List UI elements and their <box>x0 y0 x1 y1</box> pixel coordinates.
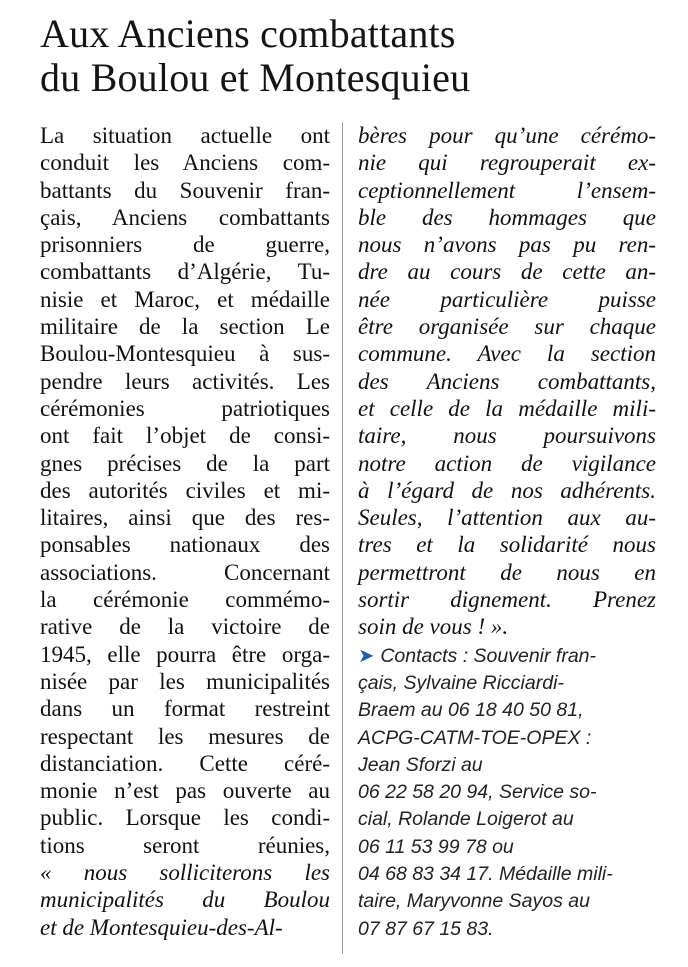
body-text-line: des Anciens combattants, <box>358 368 656 394</box>
body-text-line: « nous solliciterons les <box>40 860 330 886</box>
body-text-line: ble des hommages que <box>358 204 656 230</box>
body-text-line: ont fait l’objet de consi- <box>40 423 330 449</box>
contact-line <box>358 916 656 943</box>
body-text-line: distanciation. Cette céré- <box>40 750 330 776</box>
contact-line <box>358 779 656 806</box>
body-text-line: dans un format restreint <box>40 696 330 722</box>
contact-line-text: ACPG-CATM-TOE-OPEX : <box>358 726 592 749</box>
body-text-line: notre action de vigilance <box>358 450 656 476</box>
body-text-line: ponsables nationaux des <box>40 532 330 558</box>
body-text-line: nous n’avons pas pu ren- <box>358 232 656 258</box>
body-text-line: tres et la solidarité nous <box>358 532 656 558</box>
contact-line <box>358 861 656 888</box>
body-text-line: battants du Souvenir fran- <box>40 177 330 203</box>
body-text-line: Seules, l’attention aux au- <box>358 505 656 531</box>
body-text-line: nisie et Maroc, et médaille <box>40 286 330 312</box>
contact-line-text: Braem au 06 18 40 50 81, <box>358 699 584 722</box>
body-text-line: associations. Concernant <box>40 559 330 585</box>
body-text-line: la cérémonie commémo- <box>40 587 330 613</box>
body-text-line: conduit les Anciens com- <box>40 150 330 176</box>
body-text-line: prisonniers de guerre, <box>40 232 330 258</box>
contact-line-text: taire, Maryvonne Sayos au <box>358 890 590 913</box>
left-column <box>40 122 330 941</box>
contact-line <box>358 834 656 861</box>
body-text-line: et de Montesquieu-des-Al- <box>40 914 283 940</box>
body-text-line: respectant les mesures de <box>40 723 330 749</box>
body-text-line: 1945, elle pourra être orga- <box>40 641 330 667</box>
body-text-line: La situation actuelle ont <box>40 123 330 148</box>
right-column-text <box>358 122 656 641</box>
contact-line-text: 06 11 53 99 78 ou <box>358 835 514 858</box>
contact-line <box>358 888 656 915</box>
body-text-line: tions seront réunies, <box>40 832 330 858</box>
body-text-line: sortir dignement. Prenez <box>358 587 656 613</box>
contact-line <box>358 752 656 779</box>
body-text-line: pendre leurs activités. Les <box>40 368 330 394</box>
body-text-line: bères pour qu’une cérémo- <box>358 123 656 148</box>
body-text-line: à l’égard de nos adhérents. <box>358 477 656 503</box>
body-text-line: des autorités civiles et mi- <box>40 477 330 503</box>
body-text-line: nisée par les municipalités <box>40 668 330 694</box>
body-text-line: permettront de nous en <box>358 559 656 585</box>
contact-line <box>358 697 656 724</box>
contact-line-text: 06 22 58 20 94, Service so- <box>358 781 597 804</box>
contact-line <box>358 670 656 697</box>
body-text-line: soin de vous ! ». <box>358 614 509 640</box>
body-text-line: commune. Avec la section <box>358 341 656 367</box>
body-text-line: combattants d’Algérie, Tu- <box>40 259 330 285</box>
body-text-line: public. Lorsque les condi- <box>40 805 330 831</box>
headline-line-2: du Boulou et Montesquieu <box>40 55 471 100</box>
body-text-line: être organisée sur chaque <box>358 314 656 340</box>
contact-line <box>358 725 656 752</box>
article-body <box>40 122 656 962</box>
body-text-line: litaires, ainsi que des res- <box>40 505 330 531</box>
contact-line <box>358 806 656 833</box>
article-headline <box>40 12 660 100</box>
contact-line-text: çais, Sylvaine Ricciardi- <box>358 671 564 694</box>
body-text-line: née particulière puisse <box>358 286 656 312</box>
column-divider <box>342 122 343 954</box>
body-text-line: et celle de la médaille mili- <box>358 395 656 421</box>
body-text-line: ceptionnellement l’ensem- <box>358 177 656 203</box>
body-text-line: monie n’est pas ouverte au <box>40 778 330 804</box>
body-text-line: çais, Anciens combattants <box>40 204 330 230</box>
headline-line-1: Aux Anciens combattants <box>40 11 456 56</box>
body-text-line: Boulou-Montesquieu à sus- <box>40 341 330 367</box>
body-text-line: gnes précises de la part <box>40 450 330 476</box>
body-text-line: dre au cours de cette an- <box>358 259 656 285</box>
body-text-line: cérémonies patriotiques <box>40 395 330 421</box>
contact-line-text: cial, Rolande Loigerot au <box>358 808 574 831</box>
body-text-line: militaire de la section Le <box>40 314 330 340</box>
body-text-line: rative de la victoire de <box>40 614 330 640</box>
right-column <box>358 122 656 943</box>
contact-line-text: Contacts : Souvenir fran- <box>380 644 597 667</box>
body-text-line: nie qui regrouperait ex- <box>358 150 656 176</box>
contact-line-text: 07 87 67 15 83. <box>358 917 494 940</box>
contacts-block <box>358 643 656 943</box>
body-text-line: taire, nous poursuivons <box>358 423 656 449</box>
contact-line-text: Jean Sforzi au <box>358 753 483 776</box>
body-text-line: municipalités du Boulou <box>40 887 330 913</box>
contact-line-text: 04 68 83 34 17. Médaille mili- <box>358 863 613 886</box>
contact-line <box>358 643 656 670</box>
arrow-right-icon: ➤ <box>358 644 375 667</box>
